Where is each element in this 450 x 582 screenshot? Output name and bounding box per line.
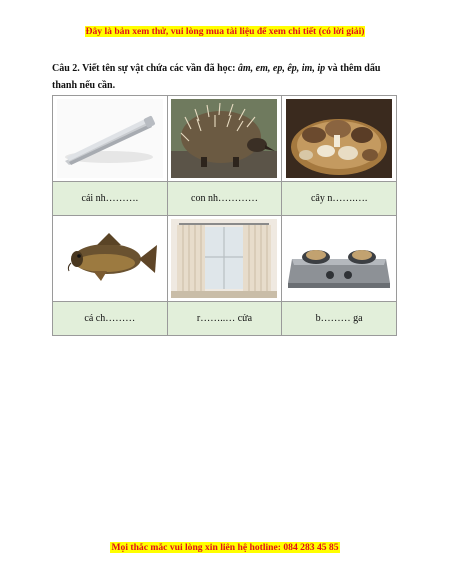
- preview-notice-text: Đây là bản xem thử, vui lòng mua tài liệu để xem chi tiết (có lời giải): [85, 26, 365, 37]
- cell-echidna: [167, 96, 282, 182]
- label-row-1: [53, 182, 397, 216]
- label-row-2: [53, 302, 397, 336]
- cell-mushrooms: [282, 96, 397, 182]
- tweezers-image: [57, 99, 163, 178]
- cell-tweezers: [53, 96, 168, 182]
- label-curtain: r……..… cửa: [167, 302, 282, 336]
- question-text-after: và thêm dấu thanh nếu cần.: [52, 63, 381, 91]
- echidna-image: [171, 99, 277, 178]
- exercise-table: [52, 95, 397, 336]
- label-echidna: con nh…………: [167, 182, 282, 216]
- carp-fish-image: [57, 219, 163, 298]
- label-gas-stove: b……… ga: [282, 302, 397, 336]
- gas-stove-image: [286, 219, 392, 298]
- mushrooms-image: [286, 99, 392, 178]
- cell-curtain: [167, 216, 282, 302]
- image-row-1: [53, 96, 397, 182]
- curtain-image: [171, 219, 277, 298]
- cell-gas-stove: [282, 216, 397, 302]
- question-2: [52, 60, 402, 94]
- label-tweezers: cái nh……….: [53, 182, 168, 216]
- cell-carp: [53, 216, 168, 302]
- question-rhymes: âm, em, ep, êp, im, ip: [237, 63, 326, 74]
- hotline-footer: [0, 542, 450, 553]
- preview-notice: [0, 26, 450, 37]
- label-carp: cá ch………: [53, 302, 168, 336]
- question-number: Câu 2.: [52, 63, 80, 74]
- image-row-2: [53, 216, 397, 302]
- label-mushrooms: cây n…….….: [282, 182, 397, 216]
- hotline-text: Mọi thắc mắc vui lòng xin liên hệ hotline: 084 283 45 85: [111, 542, 339, 553]
- question-text-before: Viết tên sự vật chứa các vần đã học:: [79, 63, 238, 74]
